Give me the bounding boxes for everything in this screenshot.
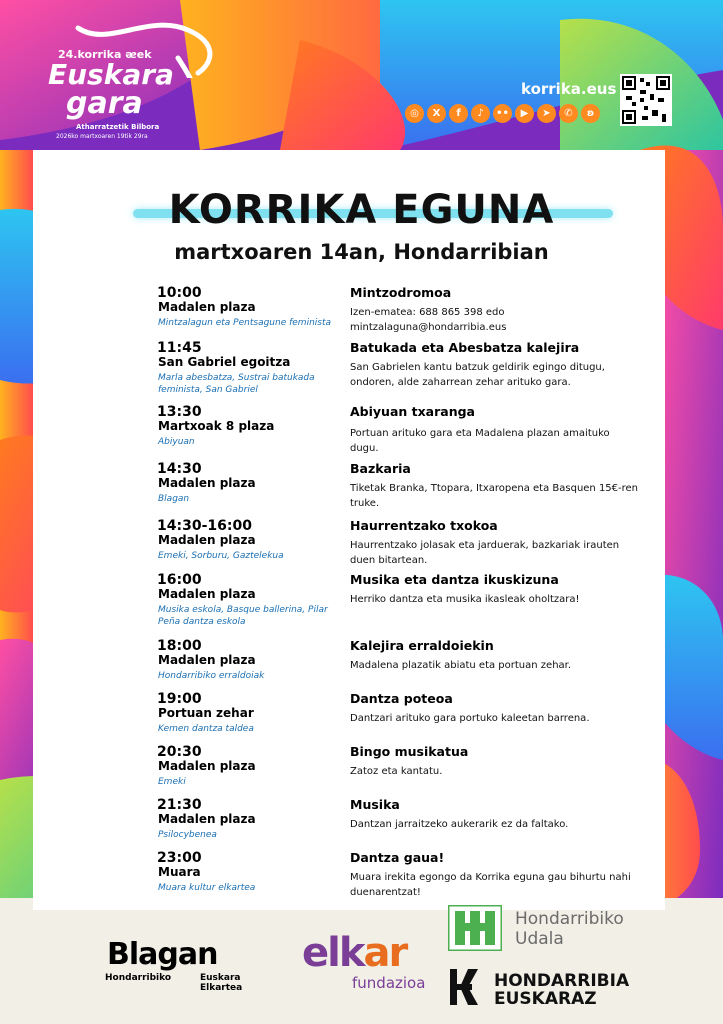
event-time: 20:30 [157,744,202,760]
he-line2: EUSKARAZ [494,989,597,1009]
event-place: Madalen plaza [158,812,256,826]
event-organizer: Hondarribiko erraldoiak [158,671,265,681]
page-title: KORRIKA EGUNA [168,187,555,233]
event-activity: Bazkaria [350,461,411,476]
instagram-icon[interactable]: ◎ [405,104,424,123]
bluesky-icon[interactable]: ʚ [581,104,600,123]
event-organizer: Marla abesbatza, Sustrai batukada feminista, San Gabriel [158,373,315,395]
event-activity: Dantza poteoa [350,691,453,706]
event-place: Madalen plaza [158,759,256,773]
event-activity: Mintzodromoa [350,285,452,300]
page-subtitle: martxoaren 14an, Hondarribian [174,240,549,264]
event-organizer: Muara kultur elkartea [158,883,256,893]
elkar-sub-label: fundazioa [352,974,426,992]
slogan-line1: Euskara [48,58,174,91]
event-time: 21:30 [157,797,202,813]
website-link[interactable]: korrika.eus [521,80,617,98]
blagan-wordmark: Blagan [107,937,218,972]
telegram-icon[interactable]: ➤ [537,104,556,123]
event-time: 14:30 [157,461,202,477]
event-description: San Gabrielen kantu batzuk geldirik egingo ditugu, ondoren, alde zaharrean zehar arituko gara. [350,362,605,388]
event-time: 14:30-16:00 [157,518,252,534]
event-row [0,797,723,851]
event-place: San Gabriel egoitza [158,355,291,369]
he-line1: HONDARRIBIA [494,971,630,991]
event-row [0,850,723,904]
event-organizer: Emeki, Sorburu, Gaztelekua [158,551,284,561]
event-description: Tiketak Branka, Ttopara, Itxaropena eta Basquen 15€-ren truke. [350,483,639,509]
event-activity: Dantza gaua! [350,850,445,865]
event-description: Madalena plazatik abiatu eta portuan zehar. [350,660,572,671]
event-row [0,572,723,626]
event-description: Haurrentzako jolasak eta jarduerak, bazkariak irauten duen bitartean. [350,540,620,566]
event-row [0,285,723,339]
event-row [0,518,723,572]
event-organizer: Psilocybenea [158,830,217,840]
event-time: 23:00 [157,850,202,866]
event-time: 13:30 [157,404,202,420]
event-row [0,744,723,798]
event-place: Madalen plaza [158,653,256,667]
dates-label: 2026ko martxoaren 19tik 29ra [56,133,148,140]
blagan-logo [105,935,270,995]
korrika-logo [48,18,228,138]
event-row [0,691,723,745]
udala-logo [448,905,648,955]
event-organizer: Emeki [158,777,186,787]
event-activity: Bingo musikatua [350,744,469,759]
event-place: Portuan zehar [158,706,254,720]
event-time: 16:00 [157,572,202,588]
tiktok-icon[interactable]: ♪ [471,104,490,123]
event-activity: Musika eta dantza ikuskizuna [350,572,559,587]
event-description: Herriko dantza eta musika ikasleak oholtzara! [350,594,580,605]
elkar-wordmark: elkar [302,930,407,976]
udala-line2: Udala [515,929,564,949]
udala-mark-icon [448,905,502,951]
event-place: Madalen plaza [158,300,256,314]
he-mark-icon [448,967,484,1007]
social-icons [405,104,600,126]
event-description: Dantzan jarraitzeko aukerarik ez da faltako. [350,819,569,830]
flickr-icon[interactable]: •• [493,104,512,123]
event-organizer: Abiyuan [158,437,195,447]
event-activity: Musika [350,797,400,812]
youtube-icon[interactable]: ▶ [515,104,534,123]
event-row [0,404,723,458]
event-time: 18:00 [157,638,202,654]
event-time: 19:00 [157,691,202,707]
slogan-line2: gara [66,86,143,121]
event-organizer: Blagan [158,494,190,504]
event-place: Madalen plaza [158,476,256,490]
event-activity: Batukada eta Abesbatza kalejira [350,340,580,355]
event-place: Martxoak 8 plaza [158,419,275,433]
event-row [0,638,723,692]
event-activity: Haurrentzako txokoa [350,518,498,533]
event-activity: Abiyuan txaranga [350,404,475,419]
event-row [0,461,723,515]
blagan-left-label: Hondarribiko [105,973,172,983]
event-description: Portuan arituko gara eta Madalena plazan amaituko dugu. [350,428,610,454]
event-time: 10:00 [157,285,202,301]
route-label: Atharratzetik Bilbora [76,123,160,131]
event-place: Muara [158,865,201,879]
event-organizer: Mintzalagun eta Pentsagune feminista [158,318,332,328]
event-description: Izen-ematea: 688 865 398 edo mintzalaguna@hondarribia.eus [350,307,507,333]
elkar-logo [302,930,426,1000]
event-description: Muara irekita egongo da Korrika eguna gau bihurtu nahi duenarentzat! [350,872,631,898]
event-activity: Kalejira erraldoiekin [350,638,494,653]
event-place: Madalen plaza [158,533,256,547]
facebook-icon[interactable]: f [449,104,468,123]
event-place: Madalen plaza [158,587,256,601]
event-description: Zatoz eta kantatu. [350,766,443,777]
hondarribia-euskaraz-logo [448,965,668,1015]
edition-label: 24.korrika ᴂek [58,48,152,61]
event-row [0,340,723,394]
blagan-right-label: Euskara Elkartea [200,973,243,993]
event-organizer: Musika eskola, Basque ballerina, Pilar Peña dantza eskola [158,605,328,627]
udala-line1: Hondarribiko [515,909,624,929]
x-icon[interactable]: X [427,104,446,123]
event-organizer: Kemen dantza taldea [158,724,254,734]
event-description: Dantzari arituko gara portuko kaleetan barrena. [350,713,590,724]
qr-code-icon [620,74,672,126]
event-time: 11:45 [157,340,202,356]
whatsapp-icon[interactable]: ✆ [559,104,578,123]
